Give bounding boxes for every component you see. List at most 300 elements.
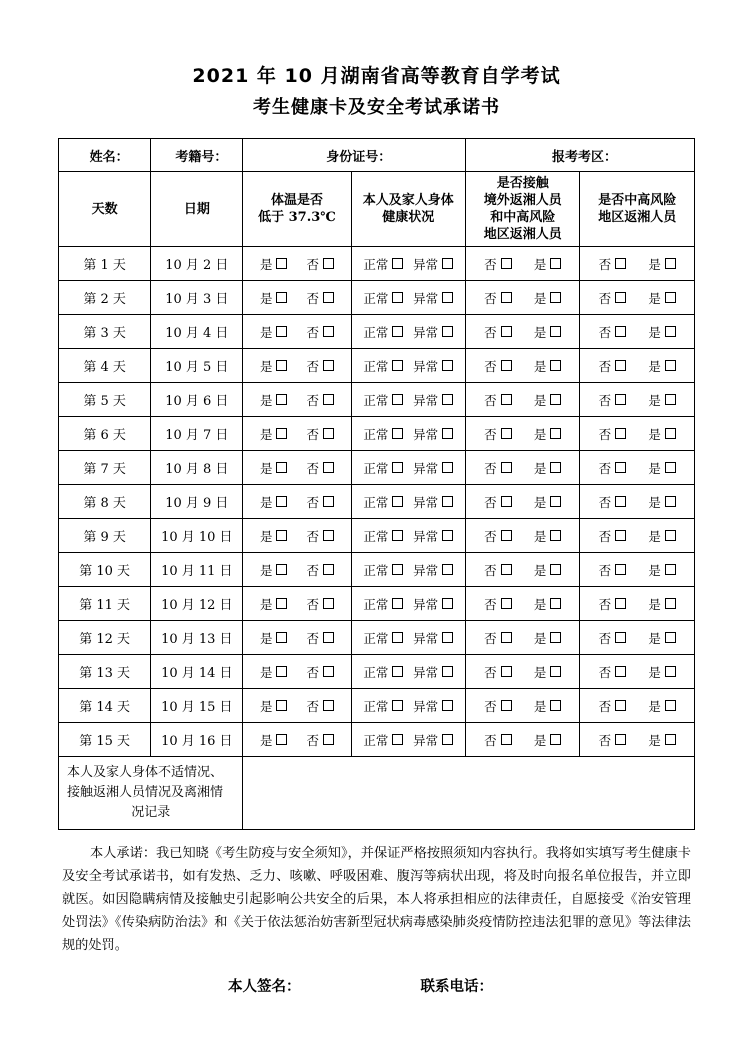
temperature-cell: [243, 451, 351, 485]
contact-option[interactable]: [534, 527, 562, 545]
contact-option[interactable]: [534, 663, 562, 681]
checkbox-icon[interactable]: [550, 496, 561, 507]
contact-option[interactable]: [534, 561, 562, 579]
checkbox-icon[interactable]: [615, 666, 626, 677]
health-option[interactable]: [363, 527, 403, 545]
checkbox-icon[interactable]: [550, 598, 561, 609]
contact-option-label: 是: [533, 562, 547, 578]
checkbox-icon[interactable]: [323, 258, 334, 269]
health-options: [353, 595, 464, 613]
checkbox-icon[interactable]: [392, 666, 403, 677]
health-cell: [351, 315, 465, 349]
health-options: [353, 561, 464, 579]
health-option[interactable]: [363, 697, 403, 715]
checkbox-icon[interactable]: [665, 428, 676, 439]
health-option-label: 异常: [413, 596, 439, 612]
table-row: [59, 553, 695, 587]
risk-option[interactable]: [648, 731, 676, 749]
checkbox-icon[interactable]: [550, 632, 561, 643]
risk-option[interactable]: [648, 391, 676, 409]
checkbox-icon[interactable]: [442, 394, 453, 405]
checkbox-icon[interactable]: [276, 666, 287, 677]
risk-cell: [580, 553, 695, 587]
health-option[interactable]: [413, 323, 453, 341]
health-option[interactable]: [413, 357, 453, 375]
temperature-option[interactable]: [260, 561, 288, 579]
checkbox-icon[interactable]: [550, 462, 561, 473]
contact-cell: [466, 621, 580, 655]
risk-option[interactable]: [648, 255, 676, 273]
contact-option[interactable]: [534, 595, 562, 613]
checkbox-icon[interactable]: [442, 258, 453, 269]
temperature-option[interactable]: [260, 425, 288, 443]
checkbox-icon[interactable]: [442, 700, 453, 711]
day-number-cell: 第 7 天: [59, 451, 151, 485]
health-option[interactable]: [413, 255, 453, 273]
contact-option[interactable]: [534, 323, 562, 341]
note-row-value[interactable]: [243, 757, 695, 830]
health-option-label: 正常: [363, 358, 389, 374]
risk-cell: [580, 655, 695, 689]
checkbox-icon[interactable]: [501, 428, 512, 439]
checkbox-icon[interactable]: [323, 666, 334, 677]
checkbox-icon[interactable]: [392, 360, 403, 371]
health-option-label: 正常: [363, 324, 389, 340]
checkbox-icon[interactable]: [392, 496, 403, 507]
temperature-option-label: 否: [306, 392, 320, 408]
contact-options: [467, 425, 578, 443]
contact-option[interactable]: [484, 391, 512, 409]
health-option[interactable]: [363, 323, 403, 341]
checkbox-icon[interactable]: [392, 428, 403, 439]
contact-option-label: 否: [484, 392, 497, 408]
checkbox-icon[interactable]: [615, 292, 626, 303]
temperature-option[interactable]: [307, 561, 335, 579]
checkbox-icon[interactable]: [615, 598, 626, 609]
risk-cell: [580, 349, 695, 383]
title-line-2: 考生健康卡及安全考试承诺书: [253, 97, 500, 118]
health-cell: [351, 247, 465, 281]
temperature-option[interactable]: [260, 731, 288, 749]
contact-option[interactable]: [534, 289, 562, 307]
health-option[interactable]: [413, 391, 453, 409]
checkbox-icon[interactable]: [615, 258, 626, 269]
health-option-label: 异常: [413, 426, 439, 442]
checkbox-icon[interactable]: [550, 666, 561, 677]
checkbox-icon[interactable]: [442, 326, 453, 337]
contact-option[interactable]: [534, 357, 562, 375]
health-option[interactable]: [413, 425, 453, 443]
checkbox-icon[interactable]: [615, 496, 626, 507]
checkbox-icon[interactable]: [665, 292, 676, 303]
contact-option[interactable]: [484, 595, 512, 613]
checkbox-icon[interactable]: [276, 326, 287, 337]
checkbox-icon[interactable]: [276, 428, 287, 439]
temperature-cell: [243, 485, 351, 519]
checkbox-icon[interactable]: [501, 734, 512, 745]
checkbox-icon[interactable]: [442, 496, 453, 507]
risk-option[interactable]: [599, 561, 627, 579]
temperature-option[interactable]: [307, 629, 335, 647]
health-option[interactable]: [413, 697, 453, 715]
checkbox-icon[interactable]: [392, 734, 403, 745]
col-header-risk-line2: 地区返湘人员: [598, 210, 677, 225]
checkbox-icon[interactable]: [615, 360, 626, 371]
checkbox-icon[interactable]: [665, 258, 676, 269]
checkbox-icon[interactable]: [501, 700, 512, 711]
health-option[interactable]: [413, 731, 453, 749]
checkbox-icon[interactable]: [615, 734, 626, 745]
risk-option[interactable]: [599, 527, 627, 545]
checkbox-icon[interactable]: [323, 632, 334, 643]
checkbox-icon[interactable]: [276, 564, 287, 575]
risk-option[interactable]: [599, 357, 627, 375]
checkbox-icon[interactable]: [665, 666, 676, 677]
risk-option[interactable]: [648, 527, 676, 545]
contact-option-label: 是: [533, 358, 547, 374]
contact-option[interactable]: [534, 391, 562, 409]
temperature-option[interactable]: [307, 391, 335, 409]
risk-option[interactable]: [599, 255, 627, 273]
checkbox-icon[interactable]: [276, 360, 287, 371]
temperature-option[interactable]: [307, 663, 335, 681]
risk-option[interactable]: [648, 629, 676, 647]
checkbox-icon[interactable]: [276, 632, 287, 643]
checkbox-icon[interactable]: [550, 292, 561, 303]
contact-option-label: 否: [484, 460, 497, 476]
contact-option-label: 否: [484, 664, 497, 680]
temperature-option[interactable]: [307, 731, 335, 749]
risk-option[interactable]: [599, 391, 627, 409]
temperature-option-label: 是: [259, 256, 273, 272]
risk-options: [581, 493, 693, 511]
checkbox-icon[interactable]: [665, 564, 676, 575]
risk-option[interactable]: [599, 323, 627, 341]
checkbox-icon[interactable]: [501, 632, 512, 643]
temperature-option[interactable]: [307, 493, 335, 511]
contact-option[interactable]: [484, 629, 512, 647]
health-option[interactable]: [413, 289, 453, 307]
risk-option[interactable]: [648, 289, 676, 307]
temperature-option-label: 是: [259, 528, 273, 544]
checkbox-icon[interactable]: [392, 530, 403, 541]
checkbox-icon[interactable]: [442, 428, 453, 439]
health-option[interactable]: [363, 629, 403, 647]
temperature-option[interactable]: [260, 459, 288, 477]
checkbox-icon[interactable]: [323, 564, 334, 575]
daily-rows: [59, 247, 695, 757]
temperature-cell: [243, 621, 351, 655]
checkbox-icon[interactable]: [665, 632, 676, 643]
health-options: [353, 425, 464, 443]
temperature-option[interactable]: [260, 629, 288, 647]
risk-option[interactable]: [648, 425, 676, 443]
contact-options: [467, 357, 578, 375]
health-cell: [351, 519, 465, 553]
temperature-option[interactable]: [307, 289, 335, 307]
checkbox-icon[interactable]: [615, 462, 626, 473]
health-option[interactable]: [413, 629, 453, 647]
contact-option-label: 否: [484, 426, 497, 442]
temperature-option[interactable]: [307, 595, 335, 613]
temperature-option[interactable]: [307, 255, 335, 273]
checkbox-icon[interactable]: [665, 496, 676, 507]
checkbox-icon[interactable]: [550, 326, 561, 337]
checkbox-icon[interactable]: [276, 734, 287, 745]
checkbox-icon[interactable]: [501, 564, 512, 575]
contact-option[interactable]: [534, 459, 562, 477]
checkbox-icon[interactable]: [501, 666, 512, 677]
checkbox-icon[interactable]: [323, 734, 334, 745]
health-options: [353, 255, 464, 273]
checkbox-icon[interactable]: [501, 598, 512, 609]
checkbox-icon[interactable]: [323, 598, 334, 609]
checkbox-icon[interactable]: [442, 564, 453, 575]
checkbox-icon[interactable]: [392, 258, 403, 269]
checkbox-icon[interactable]: [501, 360, 512, 371]
risk-option[interactable]: [648, 663, 676, 681]
temperature-option[interactable]: [260, 663, 288, 681]
checkbox-icon[interactable]: [550, 530, 561, 541]
contact-option[interactable]: [484, 663, 512, 681]
checkbox-icon[interactable]: [323, 326, 334, 337]
checkbox-icon[interactable]: [501, 292, 512, 303]
health-option[interactable]: [363, 357, 403, 375]
health-option[interactable]: [363, 425, 403, 443]
checkbox-icon[interactable]: [501, 258, 512, 269]
health-options: [353, 697, 464, 715]
temperature-option[interactable]: [260, 289, 288, 307]
checkbox-icon[interactable]: [665, 598, 676, 609]
contact-option[interactable]: [484, 493, 512, 511]
checkbox-icon[interactable]: [442, 598, 453, 609]
checkbox-icon[interactable]: [442, 530, 453, 541]
health-cell: [351, 621, 465, 655]
contact-option[interactable]: [534, 255, 562, 273]
checkbox-icon[interactable]: [323, 428, 334, 439]
contact-option[interactable]: [534, 493, 562, 511]
checkbox-icon[interactable]: [550, 258, 561, 269]
risk-cell: [580, 587, 695, 621]
checkbox-icon[interactable]: [615, 632, 626, 643]
health-option[interactable]: [363, 561, 403, 579]
checkbox-icon[interactable]: [392, 394, 403, 405]
risk-option[interactable]: [599, 459, 627, 477]
risk-option[interactable]: [599, 697, 627, 715]
contact-option[interactable]: [484, 255, 512, 273]
table-row: [59, 315, 695, 349]
col-header-contact-line2: 境外返湘人员: [483, 193, 562, 208]
day-number-cell: 第 5 天: [59, 383, 151, 417]
contact-option[interactable]: [484, 731, 512, 749]
contact-option-label: 否: [484, 562, 497, 578]
contact-option[interactable]: [484, 697, 512, 715]
checkbox-icon[interactable]: [442, 666, 453, 677]
checkbox-icon[interactable]: [501, 462, 512, 473]
health-option[interactable]: [363, 731, 403, 749]
checkbox-icon[interactable]: [323, 462, 334, 473]
checkbox-icon[interactable]: [615, 394, 626, 405]
risk-option[interactable]: [599, 493, 627, 511]
risk-option[interactable]: [599, 595, 627, 613]
risk-option[interactable]: [648, 697, 676, 715]
checkbox-icon[interactable]: [665, 394, 676, 405]
checkbox-icon[interactable]: [442, 292, 453, 303]
checkbox-icon[interactable]: [323, 394, 334, 405]
temperature-option[interactable]: [307, 697, 335, 715]
contact-option[interactable]: [484, 561, 512, 579]
checkbox-icon[interactable]: [550, 360, 561, 371]
checkbox-icon[interactable]: [392, 564, 403, 575]
risk-option-label: 是: [648, 324, 661, 340]
checkbox-icon[interactable]: [615, 530, 626, 541]
checkbox-icon[interactable]: [276, 462, 287, 473]
checkbox-icon[interactable]: [442, 360, 453, 371]
risk-option[interactable]: [648, 493, 676, 511]
risk-option[interactable]: [599, 425, 627, 443]
page-title: [58, 60, 695, 124]
checkbox-icon[interactable]: [550, 734, 561, 745]
checkbox-icon[interactable]: [665, 734, 676, 745]
checkbox-icon[interactable]: [276, 700, 287, 711]
risk-option[interactable]: [599, 629, 627, 647]
health-option[interactable]: [363, 289, 403, 307]
date-cell: 10 月 11 日: [151, 553, 243, 587]
checkbox-icon[interactable]: [550, 428, 561, 439]
risk-option[interactable]: [648, 323, 676, 341]
risk-option[interactable]: [648, 459, 676, 477]
checkbox-icon[interactable]: [276, 394, 287, 405]
checkbox-icon[interactable]: [442, 734, 453, 745]
risk-option[interactable]: [648, 561, 676, 579]
checkbox-icon[interactable]: [501, 496, 512, 507]
health-option-label: 异常: [413, 358, 439, 374]
temperature-option[interactable]: [260, 391, 288, 409]
checkbox-icon[interactable]: [615, 700, 626, 711]
risk-cell: [580, 451, 695, 485]
contact-option[interactable]: [534, 629, 562, 647]
health-option[interactable]: [363, 255, 403, 273]
checkbox-icon[interactable]: [392, 462, 403, 473]
health-option[interactable]: [363, 595, 403, 613]
checkbox-icon[interactable]: [392, 700, 403, 711]
temperature-option-label: 是: [259, 324, 273, 340]
health-option[interactable]: [413, 527, 453, 545]
temperature-option[interactable]: [260, 493, 288, 511]
checkbox-icon[interactable]: [323, 530, 334, 541]
checkbox-icon[interactable]: [276, 496, 287, 507]
temperature-option[interactable]: [307, 323, 335, 341]
health-option[interactable]: [363, 459, 403, 477]
checkbox-icon[interactable]: [276, 258, 287, 269]
temperature-option[interactable]: [260, 595, 288, 613]
checkbox-icon[interactable]: [665, 700, 676, 711]
checkbox-icon[interactable]: [501, 530, 512, 541]
contact-option[interactable]: [484, 323, 512, 341]
checkbox-icon[interactable]: [323, 360, 334, 371]
checkbox-icon[interactable]: [665, 462, 676, 473]
contact-options: [467, 561, 578, 579]
title-line-1: 2021 年 10 月湖南省高等教育自学考试: [192, 65, 561, 87]
health-options: [353, 323, 464, 341]
checkbox-icon[interactable]: [276, 598, 287, 609]
note-row-label: [59, 757, 243, 830]
checkbox-icon[interactable]: [392, 632, 403, 643]
health-option[interactable]: [363, 391, 403, 409]
temperature-option[interactable]: [260, 255, 288, 273]
contact-option[interactable]: [484, 357, 512, 375]
checkbox-icon[interactable]: [550, 564, 561, 575]
health-option-label: 异常: [413, 460, 439, 476]
temperature-option[interactable]: [307, 357, 335, 375]
contact-option[interactable]: [534, 697, 562, 715]
checkbox-icon[interactable]: [323, 292, 334, 303]
health-option[interactable]: [363, 663, 403, 681]
temperature-option-label: 是: [259, 664, 273, 680]
checkbox-icon[interactable]: [323, 700, 334, 711]
checkbox-icon[interactable]: [550, 700, 561, 711]
temperature-option[interactable]: [260, 527, 288, 545]
checkbox-icon[interactable]: [501, 326, 512, 337]
contact-option[interactable]: [534, 425, 562, 443]
checkbox-icon[interactable]: [665, 326, 676, 337]
col-header-risk-area: [580, 172, 695, 247]
checkbox-icon[interactable]: [501, 394, 512, 405]
checkbox-icon[interactable]: [323, 496, 334, 507]
checkbox-icon[interactable]: [615, 564, 626, 575]
checkbox-icon[interactable]: [615, 326, 626, 337]
contact-option[interactable]: [534, 731, 562, 749]
risk-option[interactable]: [648, 357, 676, 375]
risk-option[interactable]: [599, 663, 627, 681]
health-option[interactable]: [413, 459, 453, 477]
date-cell: 10 月 4 日: [151, 315, 243, 349]
contact-option[interactable]: [484, 527, 512, 545]
checkbox-icon[interactable]: [615, 428, 626, 439]
health-option[interactable]: [413, 595, 453, 613]
risk-option[interactable]: [599, 731, 627, 749]
checkbox-icon[interactable]: [442, 462, 453, 473]
temperature-option[interactable]: [260, 697, 288, 715]
checkbox-icon[interactable]: [550, 394, 561, 405]
health-option[interactable]: [413, 663, 453, 681]
health-cell: [351, 281, 465, 315]
health-option[interactable]: [413, 561, 453, 579]
temperature-option[interactable]: [260, 357, 288, 375]
temperature-option[interactable]: [260, 323, 288, 341]
checkbox-icon[interactable]: [665, 360, 676, 371]
checkbox-icon[interactable]: [276, 530, 287, 541]
contact-option[interactable]: [484, 289, 512, 307]
checkbox-icon[interactable]: [392, 326, 403, 337]
contact-option[interactable]: [484, 425, 512, 443]
health-option[interactable]: [413, 493, 453, 511]
checkbox-icon[interactable]: [276, 292, 287, 303]
checkbox-icon[interactable]: [392, 292, 403, 303]
table-column-headers: [59, 172, 695, 247]
temperature-option[interactable]: [307, 425, 335, 443]
contact-options: [467, 493, 578, 511]
contact-option[interactable]: [484, 459, 512, 477]
risk-option[interactable]: [648, 595, 676, 613]
temperature-option[interactable]: [307, 459, 335, 477]
health-option[interactable]: [363, 493, 403, 511]
checkbox-icon[interactable]: [442, 632, 453, 643]
risk-option[interactable]: [599, 289, 627, 307]
checkbox-icon[interactable]: [665, 530, 676, 541]
checkbox-icon[interactable]: [392, 598, 403, 609]
temperature-option[interactable]: [307, 527, 335, 545]
